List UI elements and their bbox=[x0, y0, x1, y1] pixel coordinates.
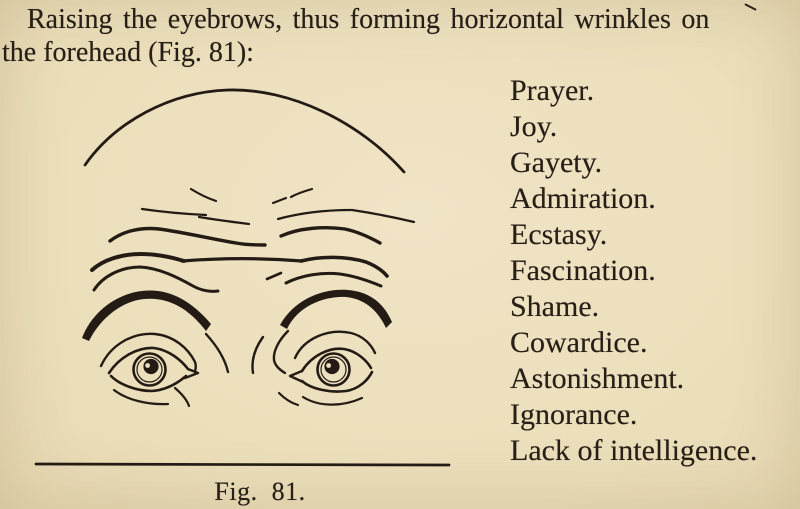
figure-baseline-rule bbox=[36, 464, 449, 465]
emotion-list bbox=[510, 73, 757, 469]
heading-line-1: Raising the eyebrows, thus forming horizontal wrinkles on bbox=[27, 4, 710, 35]
nose-bridge-lines bbox=[206, 331, 288, 373]
right-eyebrow bbox=[280, 290, 392, 329]
emotion-list-item: Cowardice. bbox=[510, 326, 648, 359]
figure-81-illustration bbox=[30, 82, 470, 472]
emotion-list-item: Astonishment. bbox=[510, 362, 685, 395]
emotion-list-item: Joy. bbox=[510, 110, 558, 143]
emotion-list-item: Ecstasy. bbox=[510, 218, 608, 251]
skull-outline-arc bbox=[85, 90, 404, 172]
left-eye bbox=[101, 334, 198, 406]
emotion-list-item: Lack of intelligence. bbox=[510, 434, 758, 467]
emotion-list-item: Prayer. bbox=[510, 74, 595, 107]
figure-caption: Fig. 81. bbox=[214, 477, 306, 506]
emotion-list-item: Gayety. bbox=[510, 146, 603, 179]
forehead-wrinkle-lines bbox=[92, 189, 414, 291]
emotion-list-item: Shame. bbox=[510, 290, 600, 323]
emotion-list-item: Admiration. bbox=[510, 182, 656, 215]
heading-line-2: the forehead (Fig. 81): bbox=[2, 37, 254, 68]
emotion-list-item: Ignorance. bbox=[510, 398, 638, 431]
emotion-list-item: Fascination. bbox=[510, 254, 656, 287]
right-eye bbox=[279, 332, 375, 405]
page-heading bbox=[0, 3, 800, 69]
